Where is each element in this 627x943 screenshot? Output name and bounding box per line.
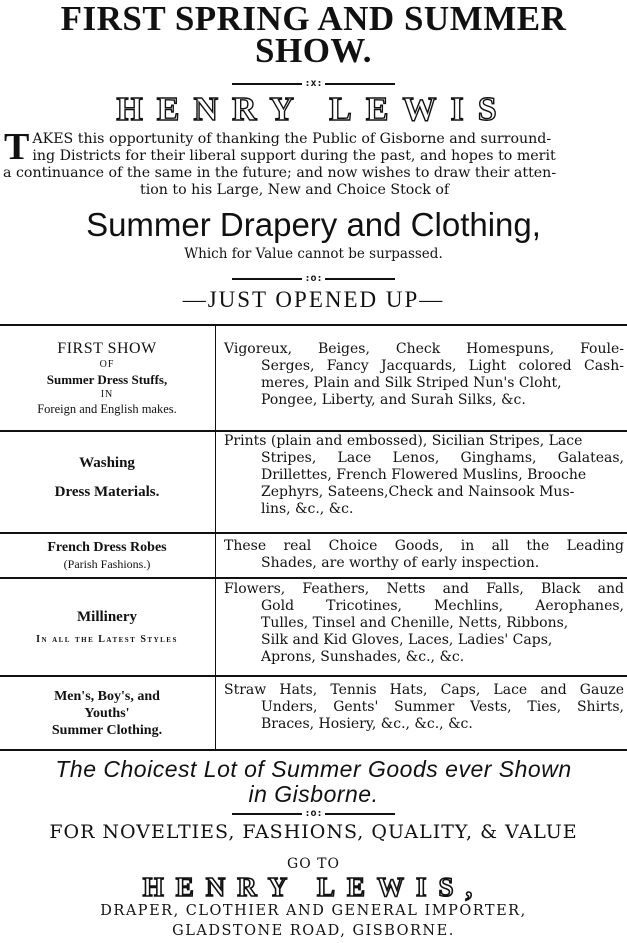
row-category: Men's, Boy's, and Youths' Summer Clothing. [51,688,163,738]
table-row [0,579,627,675]
row-category: Washing Dress Materials. [54,455,160,500]
divider-middle [0,273,627,285]
row-goods: Vigoreux, Beiges, Check Homespuns, Foule- Serges, Fancy Jacquards, Light colored Cash- meres, Plain and Silk Striped Nun's Cloht, Pongee, Liberty, and Surah Silks, &c. [224,341,624,408]
intro-line: ing Districts for their liberal support during the past, and hopes to merit [32,148,556,164]
divider-ornament: :o: [304,273,323,284]
trade-line: DRAPER, CLOTHIER AND GENERAL IMPORTER, [100,903,527,919]
table-rule [0,749,627,751]
intro-line: AKES this opportunity of thanking the Public of Gisborne and surround- [32,131,552,147]
just-opened-heading: —JUST OPENED UP— [182,287,445,312]
intro-line: a continuance of the same in the future; and now wishes to draw their atten- [3,165,557,181]
novelties-line: FOR NOVELTIES, FASHIONS, QUALITY, & VALUE [49,821,578,843]
headline-line-2: SHOW. [255,31,372,70]
row-goods: These real Choice Goods, in all the Leading Shades, are worthy of early inspection. [224,538,624,571]
feature-heading: Summer Drapery and Clothing, [86,206,541,243]
choicest-slogan: The Choicest Lot of Summer Goods ever Shown in Gisborne. [55,756,572,807]
row-goods: Prints (plain and embossed), Sicilian Stripes, Lace Stripes, Lace Lenos, Ginghams, Galateas, Drillettes, French Flowered Muslins, Brooche Zephyrs, Sateens,Check and Nainsook Mus- lins, &c., &c. [224,433,624,517]
divider-bottom [0,808,627,820]
row-goods: Straw Hats, Tennis Hats, Caps, Lace and Gauze Unders, Gents' Summer Vests, Ties, Shirts, Braces, Hosiery, &c., &c., &c. [224,682,624,732]
drop-cap: T [4,126,30,168]
row-category: FIRST SHOW OF Summer Dress Stuffs, IN Foreign and English makes. [37,339,177,416]
headline-line-1: FIRST SPRING AND SUMMER [60,0,567,38]
table-row [0,326,627,430]
intro-paragraph [3,126,624,199]
intro-line: tion to his Large, New and Choice Stock of [140,182,450,198]
row-category: Millinery In all the Latest Styles [36,609,178,645]
merchant-name-closing: HENRY LEWIS, [142,872,485,902]
table-row [0,677,627,749]
row-goods: Flowers, Feathers, Netts and Falls, Black and Gold Tricotines, Mechlins, Aerophanes, Tulles, Tinsel and Chenille, Netts, Ribbons, Silk and Kid Gloves, Laces, Ladies' Caps, Aprons, Sunshades, &c., &c. [224,581,624,665]
merchant-name: HENRY LEWIS [116,91,511,128]
table-row [0,432,627,532]
divider-top [0,78,627,90]
address-line: GLADSTONE ROAD, GISBORNE. [172,923,455,939]
row-category: French Dress Robes (Parish Fashions.) [47,539,167,571]
value-claim: Which for Value cannot be surpassed. [184,246,443,262]
divider-ornament: :o: [304,808,323,819]
table-row [0,534,627,577]
divider-ornament: :x: [304,78,323,89]
go-to-line: GO TO [287,856,340,872]
